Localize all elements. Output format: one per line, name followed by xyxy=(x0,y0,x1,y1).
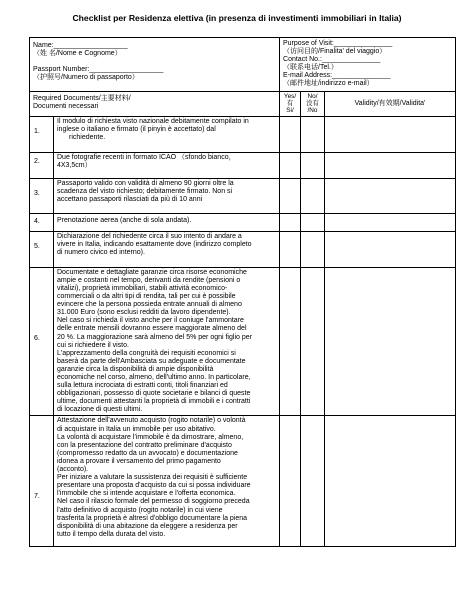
requirement-line: Documentate e dettagliate garanzie circa risorse economiche xyxy=(57,268,247,276)
row-number-cell xyxy=(30,178,54,213)
requirement-line: 20 %. La maggiorazione sarà almeno del 5% per ogni figlio per xyxy=(57,333,252,341)
requirement-line: obbligazionari, possesso di quote societarie e bilanci di queste xyxy=(57,390,251,398)
requirement-line: con la presentazione del contratto preliminare d'acquisto xyxy=(57,441,232,449)
email-field[interactable]: _______________ xyxy=(332,72,391,80)
no-header-line2: 没有 xyxy=(306,99,319,107)
header-row xyxy=(30,91,456,116)
requirement-line: Passaporto valido con validità di almeno 90 giorni oltre la xyxy=(57,179,234,187)
yes-checkbox-cell[interactable] xyxy=(280,231,301,267)
validity-header-label: Validity/有效期/Validita' xyxy=(354,99,426,107)
requirement-line: richiedente. xyxy=(69,133,106,141)
row-number: 7. xyxy=(34,493,40,501)
email-label: E-mail Address: xyxy=(283,72,333,80)
row-number-cell xyxy=(30,267,54,416)
yes-checkbox-cell[interactable] xyxy=(280,116,301,152)
requirement-line: (compromesso redatto da un avvocato) e documentazione xyxy=(57,449,238,457)
requirement-line: l'immobile che si intende acquistare e l'offerta economica. xyxy=(57,490,236,498)
purpose-line xyxy=(283,40,452,48)
requirement-line: baserà da parte dell'Ambasciata su adeguate e documentate xyxy=(57,357,246,365)
yes-header-line2: 有 xyxy=(286,99,294,107)
table-row xyxy=(30,267,456,416)
email-chinese-label: （邮件地址/indirizzo e-mail） xyxy=(283,80,374,88)
requirement-line: evincere che la persona possieda entrate annuali di almeno xyxy=(57,301,242,309)
no-checkbox-cell[interactable] xyxy=(301,231,325,267)
no-header-line3: /No xyxy=(307,107,318,115)
requirement-line: idonea a provare il versamento del primo pagamento xyxy=(57,457,221,465)
validity-cell[interactable] xyxy=(325,267,456,416)
table-row xyxy=(30,213,456,231)
name-line xyxy=(33,42,276,50)
purpose-field[interactable]: _______________ xyxy=(333,40,393,47)
passport-field[interactable]: ___________________ xyxy=(89,66,164,74)
requirement-line: La volontà di acquistare l'immobile è da dimostrare, almeno, xyxy=(57,433,244,441)
validity-cell[interactable] xyxy=(325,231,456,267)
yes-checkbox-cell[interactable] xyxy=(280,178,301,213)
requirement-line: di locazione di questi ultimi. xyxy=(57,406,143,414)
requirement-line: cui si richiedere il visto. xyxy=(57,341,129,349)
requirement-cell xyxy=(54,416,280,547)
requirement-line: l'atto definitivo di acquisto (rogito notarile) in cui viene xyxy=(57,506,223,514)
no-checkbox-cell[interactable] xyxy=(301,416,325,547)
requirement-line: Due fotografie recenti in formato ICAO （sfondo bianco， xyxy=(57,153,236,161)
no-checkbox-cell[interactable] xyxy=(301,213,325,231)
page-title: Checklist per Residenza elettiva (in presenza di investimenti immobiliari in Italia) xyxy=(72,13,402,23)
requirement-line: L'apprezzamento della congruità dei requisiti economici si xyxy=(57,349,236,357)
requirement-line: Attestazione dell'avvenuto acquisto (rogito notarile) o volontà xyxy=(57,417,246,425)
requirement-cell xyxy=(54,152,280,178)
requirement-line: economiche nel corso, almeno, dell'ultimo anno. In particolare, xyxy=(57,374,251,381)
required-header-line2: Documenti necessari xyxy=(33,102,99,110)
validity-cell[interactable] xyxy=(325,116,456,152)
row-number: 3. xyxy=(34,189,40,197)
validity-cell[interactable] xyxy=(325,416,456,547)
spacer xyxy=(33,58,276,66)
requirement-line: vivere in Italia, indicando esattamente dove (indirizzo completo xyxy=(57,240,252,248)
requirement-line: di acquistare in Italia un immobile per uso abitativo. xyxy=(57,425,216,433)
row-number: 6. xyxy=(34,334,40,342)
row-number-cell xyxy=(30,416,54,547)
requirement-line: inglese o italiano e firmato (il pinyin è accettato) dal xyxy=(57,125,216,133)
row-number-cell xyxy=(30,231,54,267)
validity-cell[interactable] xyxy=(325,213,456,231)
requirement-line: Nel caso il rilascio formale del permesso di soggiorno preceda xyxy=(57,498,250,506)
requirement-line: di numero civico ed interno). xyxy=(57,248,145,256)
table-row xyxy=(30,152,456,178)
table-row xyxy=(30,231,456,267)
requirement-cell xyxy=(54,213,280,231)
requirement-line: ultime, documenti attestanti la proprietà di immobili e i contratti xyxy=(57,398,251,406)
requirement-line: ampie e costanti nel tempo, derivanti da rendite (pensioni o xyxy=(57,276,241,284)
requirement-line: (acconto). xyxy=(57,466,89,474)
requirement-line: trasferita la proprietà è altresì d'obbligo documentare la piena xyxy=(57,514,248,522)
requirement-line: commerciali o da altri tipi di rendita, tali per cui è possibile xyxy=(57,293,236,301)
yes-checkbox-cell[interactable] xyxy=(280,416,301,547)
no-checkbox-cell[interactable] xyxy=(301,178,325,213)
row-number-cell xyxy=(30,213,54,231)
yes-checkbox-cell[interactable] xyxy=(280,213,301,231)
requirement-line: delle entrate mensili dovranno essere maggiorate almeno del xyxy=(57,325,247,333)
validity-cell[interactable] xyxy=(325,152,456,178)
contact-label: Contact No.: xyxy=(283,56,322,64)
no-header-line1: No/ xyxy=(307,92,318,100)
applicant-info-cell xyxy=(30,38,280,92)
passport-label: Passport Number: xyxy=(33,66,90,74)
required-documents-header xyxy=(30,91,280,116)
no-header xyxy=(301,91,325,116)
requirement-line: Prenotazione aerea (anche di sola andata). xyxy=(57,216,192,224)
validity-header xyxy=(325,91,456,116)
validity-cell[interactable] xyxy=(325,178,456,213)
contact-chinese-label: （联系电话/Tel.） xyxy=(283,64,338,72)
table-row xyxy=(30,416,456,547)
requirement-line: 31.000 Euro (sono esclusi redditi da lavoro dipendente). xyxy=(57,309,231,317)
no-checkbox-cell[interactable] xyxy=(301,116,325,152)
requirement-line: tutto il tempo della durata del visto. xyxy=(57,530,166,538)
requirement-cell xyxy=(54,267,280,416)
no-checkbox-cell[interactable] xyxy=(301,152,325,178)
yes-header-line3: Si/ xyxy=(286,107,294,115)
requirement-line: disponibilità di una abitazione da eleggere a residenza per xyxy=(57,522,238,530)
row-number: 2. xyxy=(34,157,40,165)
no-checkbox-cell[interactable] xyxy=(301,267,325,416)
row-number: 1. xyxy=(34,127,40,135)
table-row xyxy=(30,116,456,152)
yes-header-line1: Yes/ xyxy=(283,92,297,100)
requirement-line: scadenza del visto richiesto; debitamente firmato. Non si xyxy=(57,187,233,195)
requirement-line: Per iniziare a valutare la sussistenza dei requisiti è sufficiente xyxy=(57,474,248,482)
row-number-cell xyxy=(30,152,54,178)
requirement-line: 4X3,5cm） xyxy=(57,161,92,169)
yes-checkbox-cell[interactable] xyxy=(280,267,301,416)
name-chinese-label: （姓 名/Nome e Cognome） xyxy=(33,50,122,58)
requirement-line: Nel caso si richieda il visto anche per il coniuge l'ammontare xyxy=(57,317,244,325)
requirement-cell xyxy=(54,116,280,152)
purpose-chinese-label: （访问目的/Finalita' del viaggio） xyxy=(283,48,387,56)
requirement-line: Dichiarazione del richiedente circa il suo intento di andare a xyxy=(57,232,242,240)
requirement-line: Il modulo di richiesta visto nazionale debitamente compilato in xyxy=(57,117,249,125)
contact-field[interactable]: _______________ xyxy=(321,56,381,64)
requirement-line: sulla lettura incrociata di estratti conti, titoli finanziari ed xyxy=(57,382,228,390)
requirement-line: presentare una proposta d'acquisto da cui si possa individuare xyxy=(57,482,251,490)
table-row xyxy=(30,178,456,213)
requirement-cell xyxy=(54,178,280,213)
yes-header xyxy=(280,91,301,116)
passport-chinese-label: （护照号/Numero di passaporto） xyxy=(33,74,139,82)
name-field[interactable]: ___________________ xyxy=(53,42,128,49)
visit-info-cell xyxy=(280,38,456,92)
checklist-table xyxy=(29,37,456,547)
yes-checkbox-cell[interactable] xyxy=(280,152,301,178)
applicant-info-row xyxy=(30,38,456,92)
row-number: 4. xyxy=(34,217,40,225)
purpose-label: Purpose of Visit: xyxy=(283,40,334,47)
name-label: Name: xyxy=(33,42,54,49)
requirement-line: accettano passaporti rilasciati da più di 10 anni xyxy=(57,195,203,203)
required-header-line1: Required Documents/主要材料/ xyxy=(33,94,131,102)
requirement-line: vitalizi), proprietà immobiliari, stabili attività economico- xyxy=(57,284,228,292)
requirement-cell xyxy=(54,231,280,267)
row-number-cell xyxy=(30,116,54,152)
requirement-line: garanzie circa la disponibilità di ampie disponibilità xyxy=(57,365,214,373)
row-number: 5. xyxy=(34,242,40,250)
